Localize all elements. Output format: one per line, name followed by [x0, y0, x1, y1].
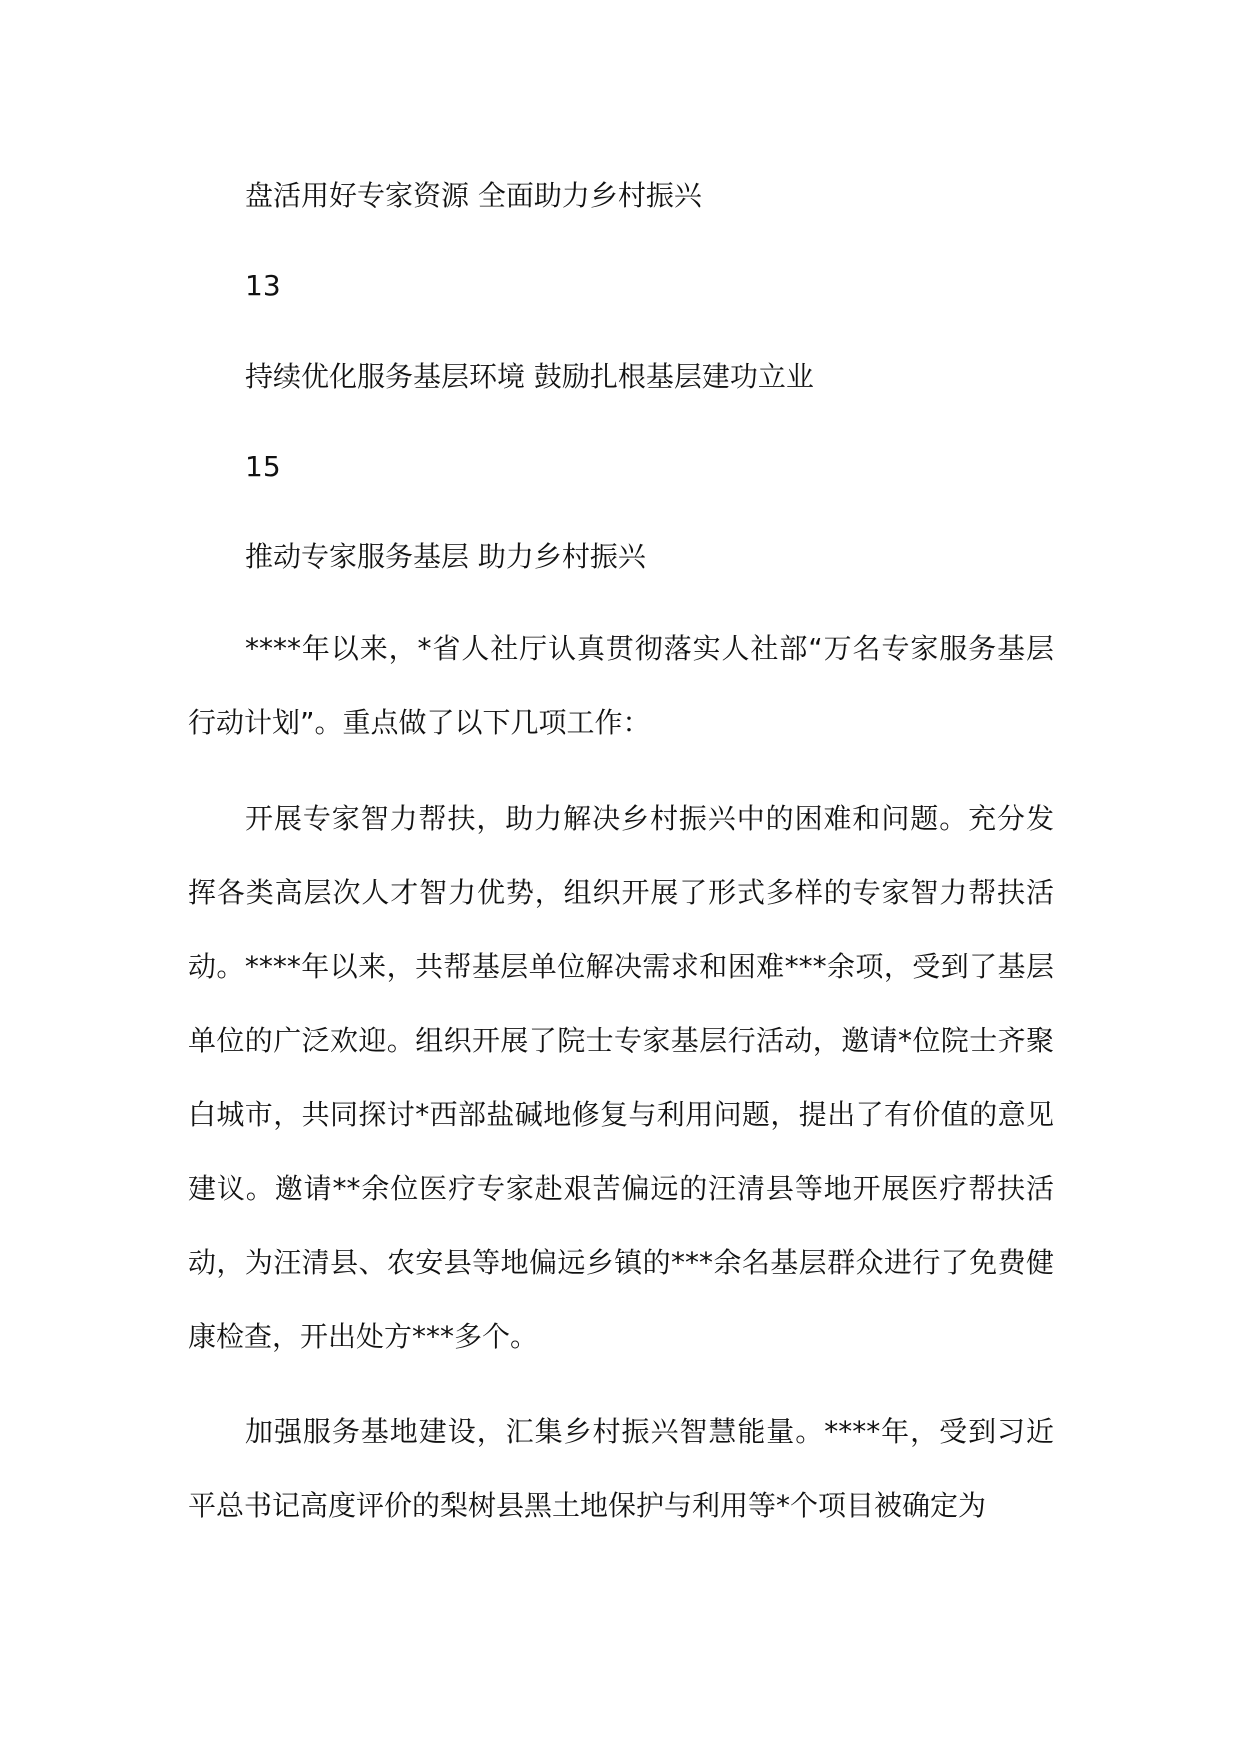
toc-entry-title: 持续优化服务基层环境 鼓励扎根基层建功立业 [245, 360, 814, 393]
article-heading: 推动专家服务基层 助力乡村振兴 [245, 540, 646, 573]
article-paragraph: 加强服务基地建设，汇集乡村振兴智慧能量。****年，受到习近平总书记高度评价的梨树县黑土地保护与利用等*个项目被确定为 [188, 1415, 1054, 1522]
article-paragraph: ****年以来，*省人社厅认真贯彻落实人社部“万名专家服务基层行动计划”。重点做了以下几项工作： [188, 632, 1054, 739]
toc-entry-page-number: 13 [245, 269, 281, 302]
toc-entry-title: 盘活用好专家资源 全面助力乡村振兴 [245, 179, 702, 212]
toc-entry-page-number: 15 [245, 450, 281, 483]
article-paragraph: 开展专家智力帮扶，助力解决乡村振兴中的困难和问题。充分发挥各类高层次人才智力优势，组织开展了形式多样的专家智力帮扶活动。****年以来，共帮基层单位解决需求和困难***余项，受到了基层单位的广泛欢迎。组织开展了院士专家基层行活动，邀请*位院士齐聚白城市，共同探讨*西部盐碱地修复与利用问题，提出了有价值的意见建议。邀请**余位医疗专家赴艰苦偏远的汪清县等地开展医疗帮扶活动，为汪清县、农安县等地偏远乡镇的***余名基层群众进行了免费健康检查，开出处方***多个。 [188, 802, 1054, 1353]
